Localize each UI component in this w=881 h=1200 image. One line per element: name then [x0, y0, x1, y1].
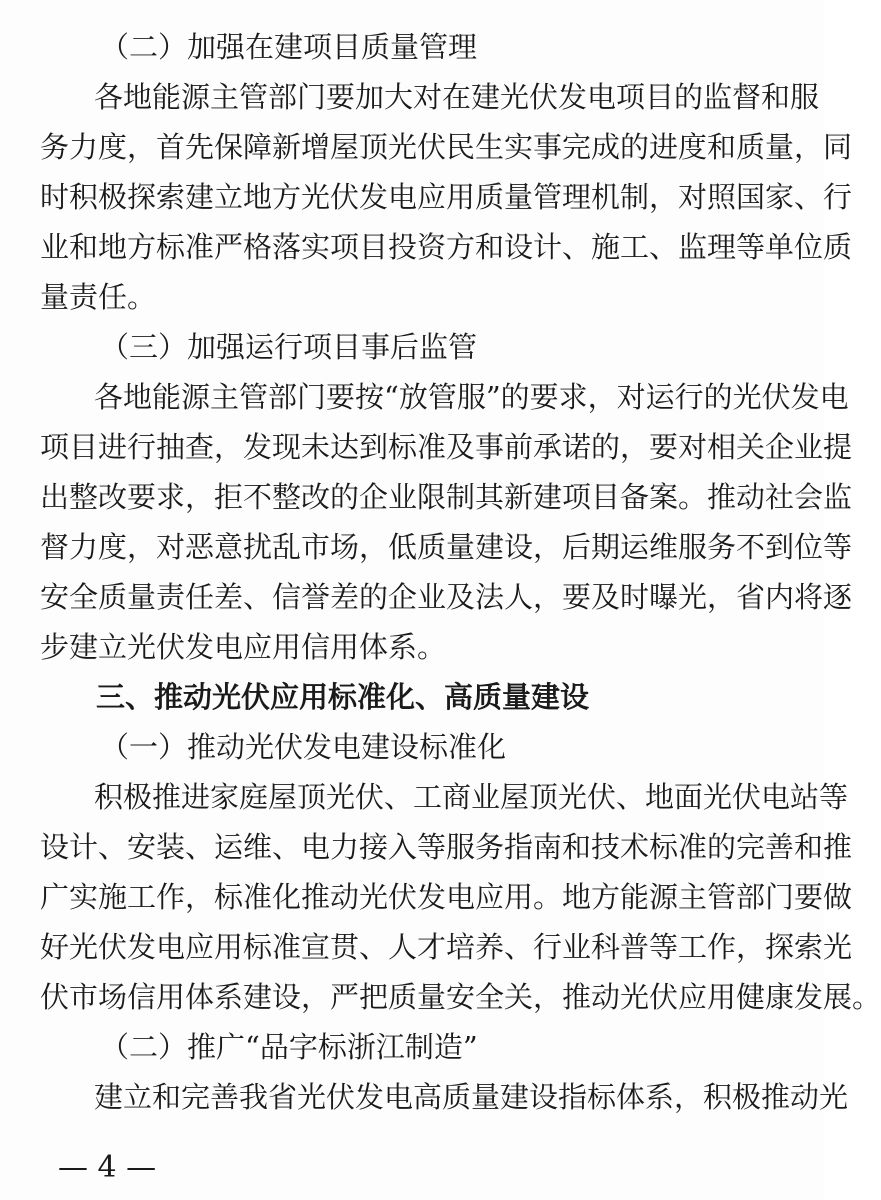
paragraph-line: 好光伏发电应用标准宣贯、人才培养、行业科普等工作，探索光 — [40, 930, 853, 964]
paragraph-first-line: 各地能源主管部门要加大对在建光伏发电项目的监督和服 — [94, 80, 820, 114]
section-heading: 三、推动光伏应用标准化、高质量建设 — [96, 680, 590, 714]
paragraph-last-line: 步建立光伏发电应用信用体系。 — [40, 630, 447, 664]
paragraph-line: 督力度，对恶意扰乱市场，低质量建设，后期运维服务不到位等 — [40, 530, 853, 564]
paragraph-line: 务力度，首先保障新增屋顶光伏民生实事完成的进度和质量，同 — [40, 130, 853, 164]
paragraph-line: 项目进行抽查，发现未达到标准及事前承诺的，要对相关企业提 — [40, 430, 853, 464]
paragraph-line: 伏市场信用体系建设，严把质量安全关，推动光伏应用健康发展。 — [40, 980, 881, 1014]
paragraph-line: 广实施工作，标准化推动光伏发电应用。地方能源主管部门要做 — [40, 880, 853, 914]
subsection-heading: （一）推动光伏发电建设标准化 — [100, 730, 507, 764]
subsection-heading: （三）加强运行项目事后监管 — [100, 330, 478, 364]
paragraph-first-line: 建立和完善我省光伏发电高质量建设指标体系，积极推动光 — [94, 1080, 849, 1114]
paragraph-first-line: 积极推进家庭屋顶光伏、工商业屋顶光伏、地面光伏电站等 — [94, 780, 849, 814]
paragraph-first-line: 各地能源主管部门要按“放管服”的要求，对运行的光伏发电 — [94, 380, 849, 414]
page-number: — 4 — — [58, 1150, 157, 1185]
paragraph-line: 出整改要求，拒不整改的企业限制其新建项目备案。推动社会监 — [40, 480, 853, 514]
paragraph-last-line: 量责任。 — [40, 280, 157, 314]
paragraph-line: 业和地方标准严格落实项目投资方和设计、施工、监理等单位质 — [40, 230, 853, 264]
paragraph-line: 时积极探索建立地方光伏发电应用质量管理机制，对照国家、行 — [40, 180, 853, 214]
subsection-heading: （二）加强在建项目质量管理 — [100, 30, 478, 64]
paragraph-line: 安全质量责任差、信誉差的企业及法人，要及时曝光，省内将逐 — [40, 580, 853, 614]
subsection-heading: （二）推广“品字标浙江制造” — [100, 1030, 478, 1064]
paragraph-line: 设计、安装、运维、电力接入等服务指南和技术标准的完善和推 — [40, 830, 853, 864]
